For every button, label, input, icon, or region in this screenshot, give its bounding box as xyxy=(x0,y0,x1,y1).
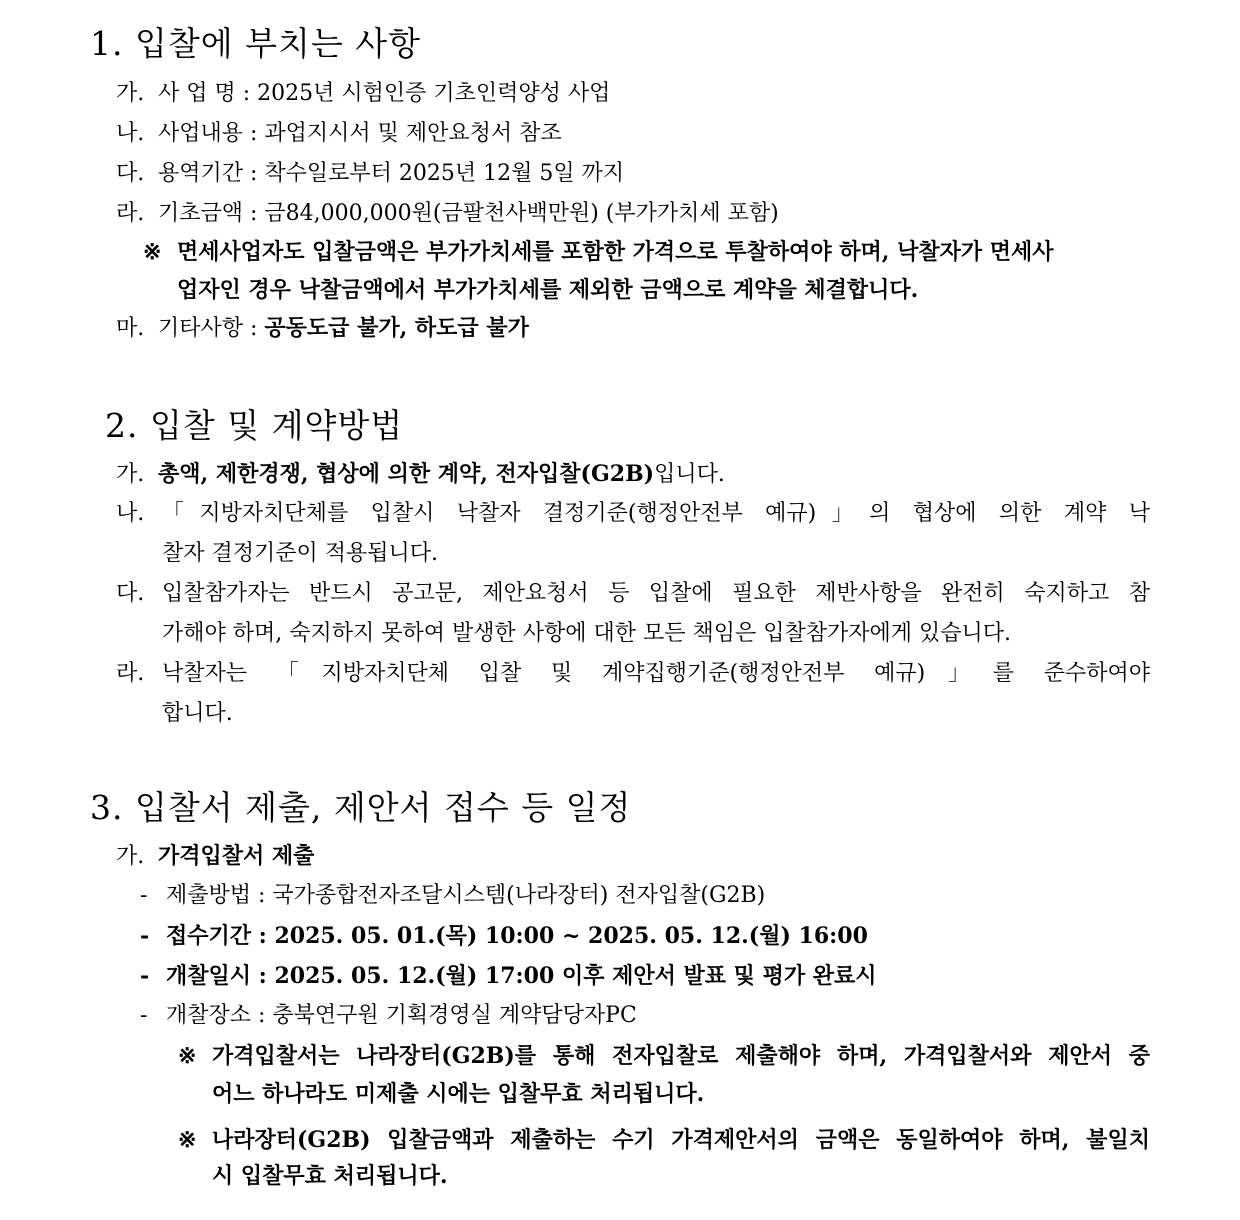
s3-submit-method: 제출방법 : 국가종합전자조달시스템(나라장터) 전자입찰(G2B) xyxy=(166,883,766,908)
s2-item-da-line2: 가해야 하며, 숙지하지 못하여 발생한 사항에 대한 모든 책임은 입찰참가자에게 있습니다. xyxy=(162,621,1011,646)
item-label: 라. xyxy=(116,201,145,226)
s2-item-ga xyxy=(116,458,725,491)
item-label: 가. xyxy=(116,844,145,869)
s1-item-ma xyxy=(116,312,529,345)
s1-note-line1 xyxy=(143,236,1054,268)
s3-opening-datetime: 개찰일시 : 2025. 05. 12.(월) 17:00 이후 제안서 발표 및 평가 완료시 xyxy=(166,963,877,989)
s3-note2-mark-icon: ※ xyxy=(178,1127,197,1153)
s2-item-da-label: 다. xyxy=(116,581,145,606)
item-label: 가. xyxy=(116,462,145,487)
item-label: 마. xyxy=(116,316,145,341)
s3-dash-3: - xyxy=(140,963,150,989)
s2-item-na-label: 나. xyxy=(116,501,145,526)
s3-note1-line2: 어느 하나라도 미제출 시에는 입찰무효 처리됩니다. xyxy=(212,1081,705,1107)
item-text: 기타사항 : xyxy=(158,316,265,341)
s3-note2-line1: 나라장터(G2B) 입찰금액과 제출하는 수기 가격제안서의 금액은 동일하여야 하며, 불일치 xyxy=(212,1127,1150,1153)
s2-item-da-line1: 입찰참가자는 반드시 공고문, 제안요청서 등 입찰에 필요한 제반사항을 완전히 숙지하고 참 xyxy=(162,581,1150,606)
s1-note-line2: 업자인 경우 낙찰금액에서 부가가치세를 제외한 금액으로 계약을 체결합니다. xyxy=(177,277,919,303)
item-label: 가. xyxy=(116,81,145,106)
note-text: 면세사업자도 입찰금액은 부가가치세를 포함한 가격으로 투찰하여야 하며, 낙찰자가 면세사 xyxy=(177,239,1054,265)
item-text: 용역기간 : 착수일로부터 2025년 12월 5일 까지 xyxy=(158,161,625,186)
s2-item-ra-line2: 합니다. xyxy=(162,701,233,726)
s2-item-ra-label: 라. xyxy=(116,661,145,686)
s1-item-na xyxy=(116,118,562,150)
section-3-title: 3. 입찰서 제출, 제안서 접수 등 일정 xyxy=(90,788,632,827)
item-text: 입니다. xyxy=(654,462,725,487)
s3-note1-mark-icon: ※ xyxy=(178,1043,197,1069)
s3-opening-place: 개찰장소 : 충북연구원 기획경영실 계약담당자PC xyxy=(166,1003,637,1028)
s3-item-ga xyxy=(116,840,314,873)
s1-item-ra xyxy=(116,198,779,230)
item-text-bold: 총액, 제한경쟁, 협상에 의한 계약, 전자입찰(G2B) xyxy=(158,461,655,487)
s2-item-na-line1: 「지방자치단체를 입찰시 낙찰자 결정기준(행정안전부 예규)」의 협상에 의한 계약 낙 xyxy=(162,501,1150,526)
s3-dash-4: - xyxy=(140,1003,148,1028)
section-1-title: 1. 입찰에 부치는 사항 xyxy=(90,24,421,63)
s3-dash-2: - xyxy=(140,923,150,949)
item-text-bold: 가격입찰서 제출 xyxy=(158,843,315,869)
item-text: 기초금액 : 금84,000,000원(금팔천사백만원) (부가가치세 포함) xyxy=(158,201,779,226)
item-label: 다. xyxy=(116,161,145,186)
item-text: 사 업 명 : 2025년 시험인증 기초인력양성 사업 xyxy=(158,81,611,106)
item-text-bold: 공동도급 불가, 하도급 불가 xyxy=(264,315,529,341)
s3-dash-1: - xyxy=(140,883,148,908)
note-mark-icon: ※ xyxy=(143,239,162,265)
s1-item-da xyxy=(116,158,624,190)
item-text: 사업내용 : 과업지시서 및 제안요청서 참조 xyxy=(158,121,562,146)
s2-item-ra-line1: 낙찰자는 「지방자치단체 입찰 및 계약집행기준(행정안전부 예규)」를 준수하여야 xyxy=(162,661,1150,686)
s3-note2-line2: 시 입찰무효 처리됩니다. xyxy=(212,1163,448,1189)
s3-note1-line1: 가격입찰서는 나라장터(G2B)를 통해 전자입찰로 제출해야 하며, 가격입찰서와 제안서 중 xyxy=(212,1043,1150,1069)
item-label: 나. xyxy=(116,121,145,146)
section-2-title: 2. 입찰 및 계약방법 xyxy=(105,406,404,445)
s2-item-na-line2: 찰자 결정기준이 적용됩니다. xyxy=(162,541,439,566)
s3-receipt-period: 접수기간 : 2025. 05. 01.(목) 10:00 ~ 2025. 05. 12.(월) 16:00 xyxy=(166,923,868,949)
s1-item-ga xyxy=(116,78,610,110)
